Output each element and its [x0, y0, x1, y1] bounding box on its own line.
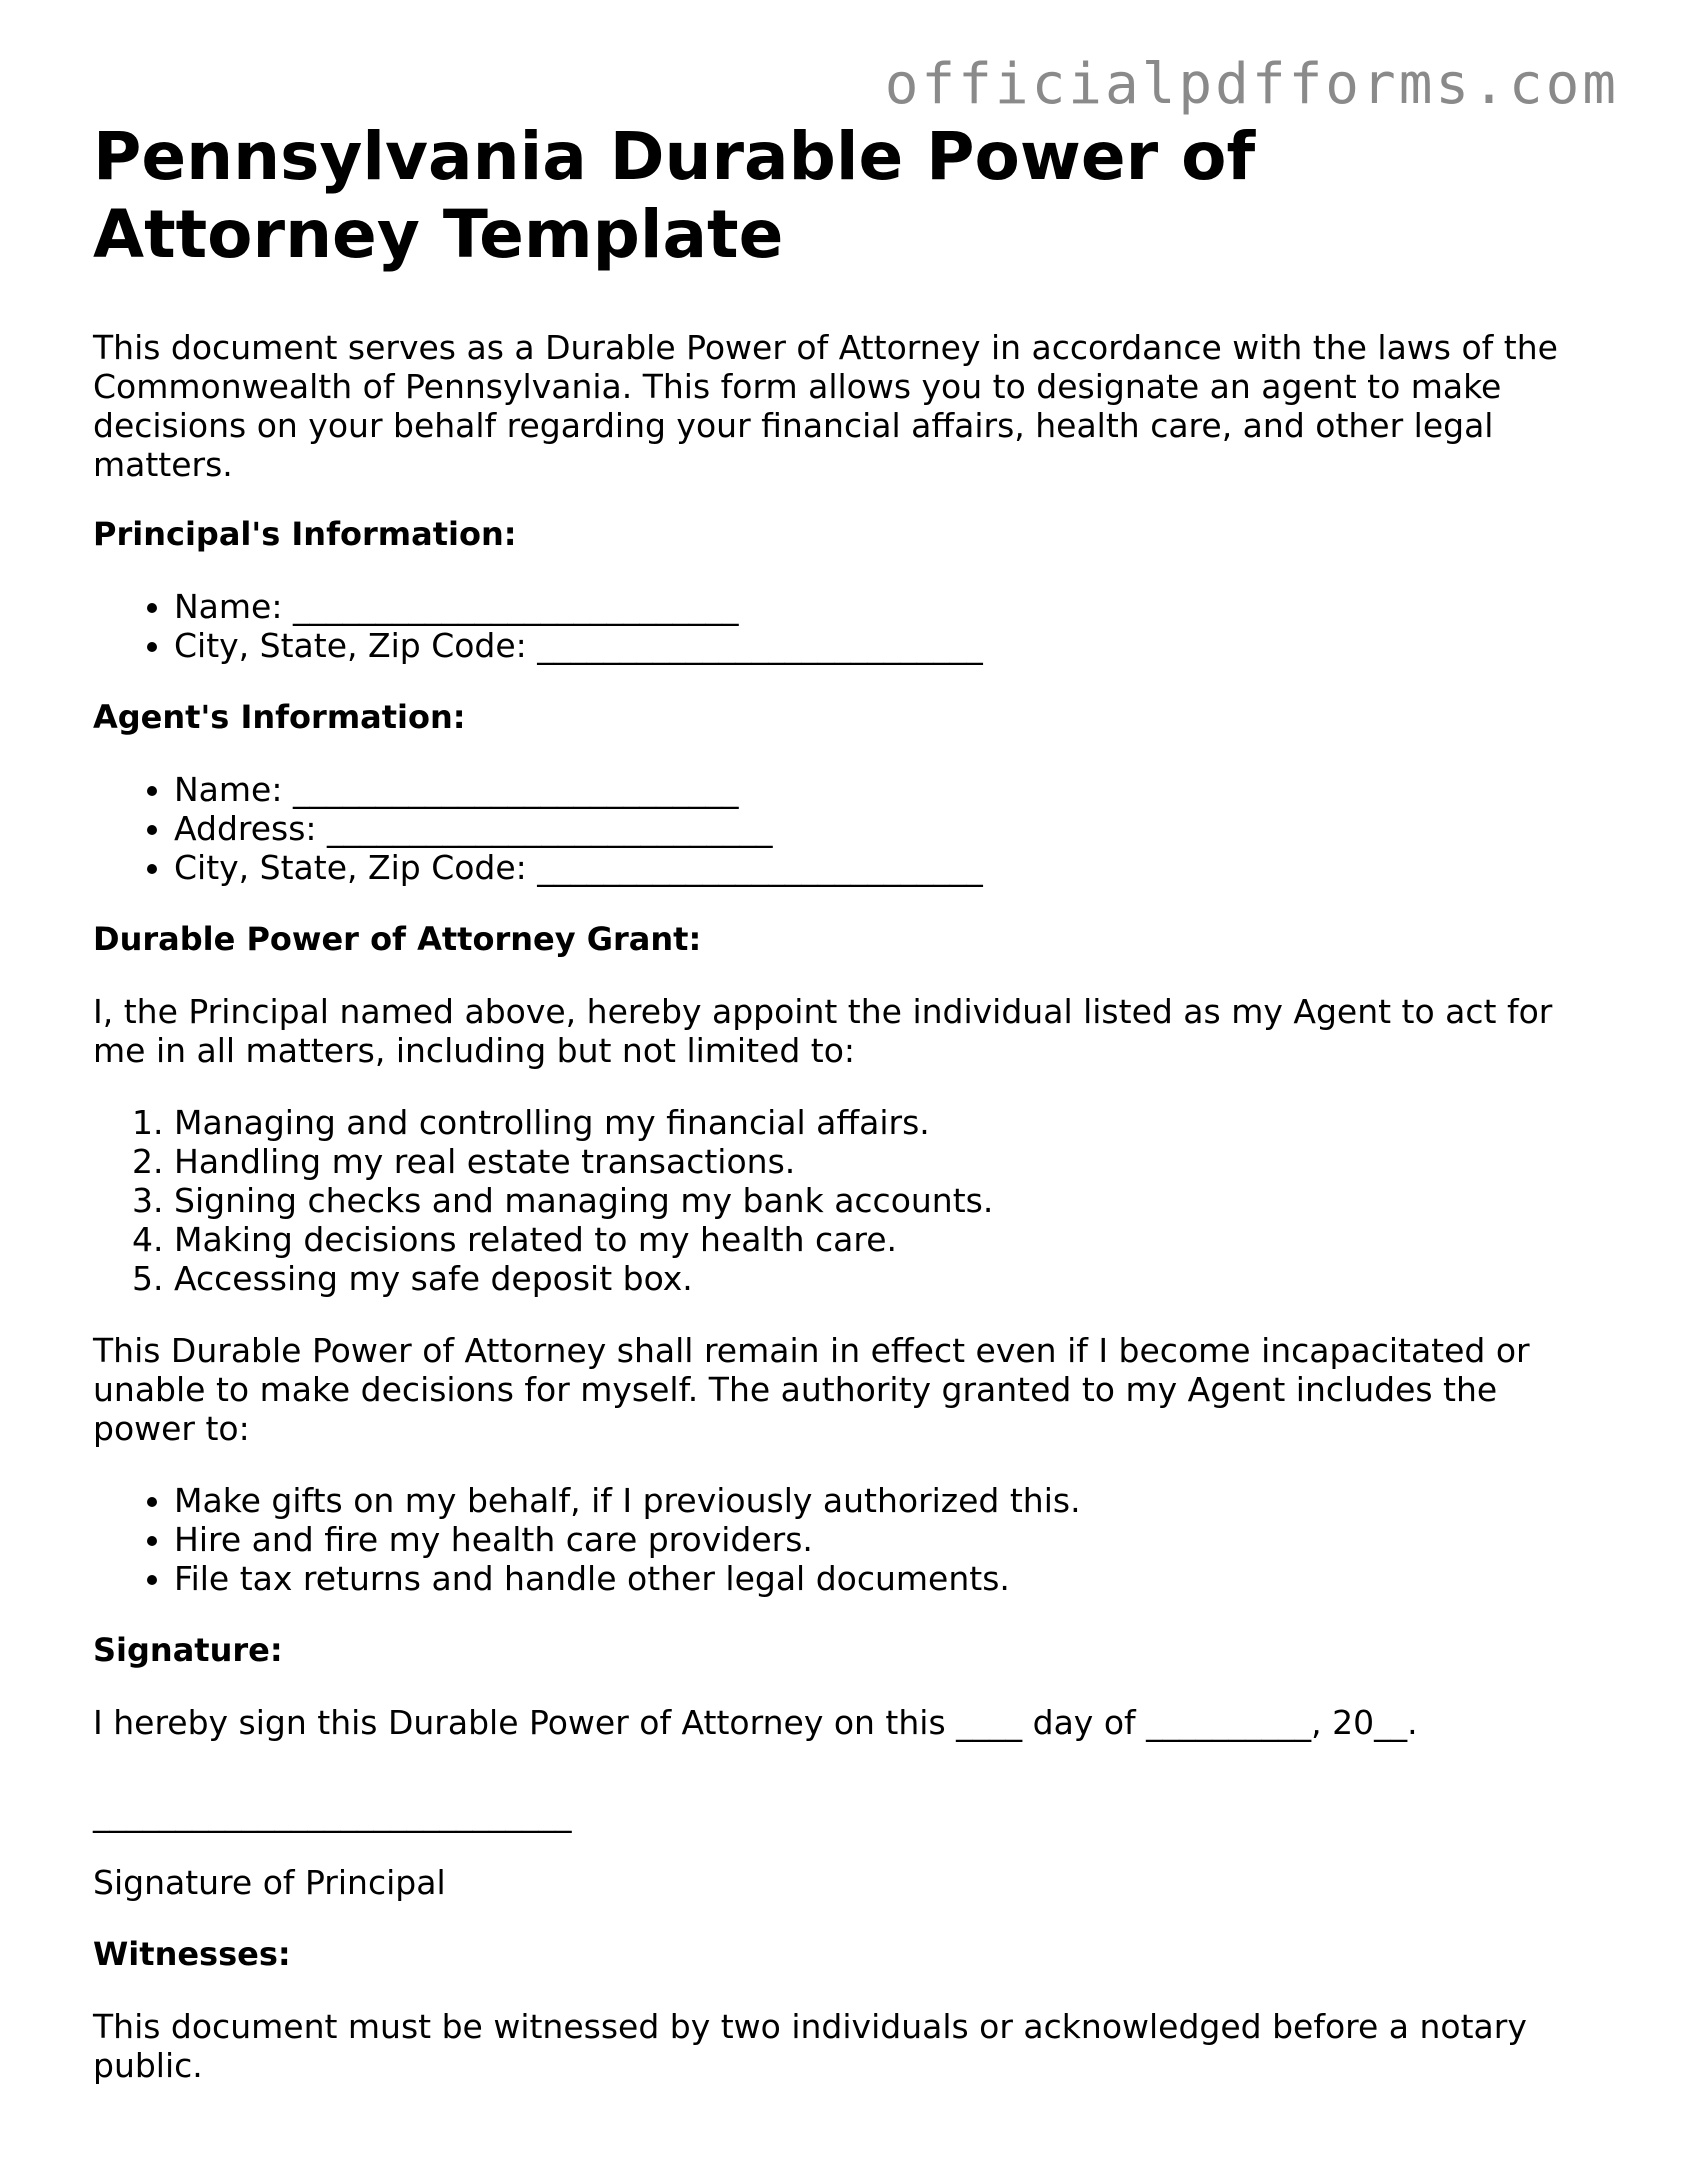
document-page: [93, 118, 1593, 2085]
agent-name-field: • Name: ___________________________: [174, 770, 1593, 809]
agent-address-field: • Address: ___________________________: [174, 809, 1593, 848]
signature-statement: I hereby sign this Durable Power of Attorney on this ____ day of __________, 20__.: [93, 1703, 1418, 1742]
list-item: 2. Handling my real estate transactions.: [174, 1142, 1593, 1181]
grant-matters-list: [93, 1103, 1593, 1298]
page-title: Pennsylvania Durable Power of Attorney Template: [93, 118, 1256, 273]
grant-paragraph: I, the Principal named above, hereby appoint the individual listed as my Agent to act for me in all matters, including but not limited to:: [93, 992, 1553, 1070]
list-item: 5. Accessing my safe deposit box.: [174, 1259, 1593, 1298]
list-item: 3. Signing checks and managing my bank accounts.: [174, 1181, 1593, 1220]
list-item: • Hire and fire my health care providers.: [174, 1520, 1593, 1559]
durability-paragraph: This Durable Power of Attorney shall remain in effect even if I become incapacitated or unable to make decisions for myself. The authority granted to my Agent includes the power to:: [93, 1331, 1530, 1448]
signature-label: Signature of Principal: [93, 1863, 446, 1902]
list-item: • File tax returns and handle other legal documents.: [174, 1559, 1593, 1598]
agent-city-field: • City, State, Zip Code: ___________________________: [174, 848, 1593, 887]
agent-fields: [93, 770, 1593, 887]
principal-heading: Principal's Information:: [93, 515, 517, 553]
signature-heading: Signature:: [93, 1631, 283, 1669]
agent-heading: Agent's Information:: [93, 698, 466, 736]
watermark: officialpdfforms.com: [884, 52, 1619, 117]
grant-powers-list: [93, 1481, 1593, 1598]
witnesses-heading: Witnesses:: [93, 1935, 291, 1973]
principal-city-field: • City, State, Zip Code: ___________________________: [174, 626, 1593, 665]
list-item: 4. Making decisions related to my health care.: [174, 1220, 1593, 1259]
principal-fields: [93, 587, 1593, 665]
list-item: • Make gifts on my behalf, if I previously authorized this.: [174, 1481, 1593, 1520]
signature-line: _____________________________: [93, 1794, 572, 1833]
list-item: 1. Managing and controlling my financial affairs.: [174, 1103, 1593, 1142]
principal-name-field: • Name: ___________________________: [174, 587, 1593, 626]
witnesses-text: This document must be witnessed by two individuals or acknowledged before a notary public.: [93, 2007, 1527, 2085]
grant-heading: Durable Power of Attorney Grant:: [93, 920, 702, 958]
intro-paragraph: This document serves as a Durable Power of Attorney in accordance with the laws of the Commonwealth of Pennsylvania. This form allows you to designate an agent to make decisions on your behalf regarding your financial affairs, health care, and other legal matters.: [93, 328, 1558, 484]
